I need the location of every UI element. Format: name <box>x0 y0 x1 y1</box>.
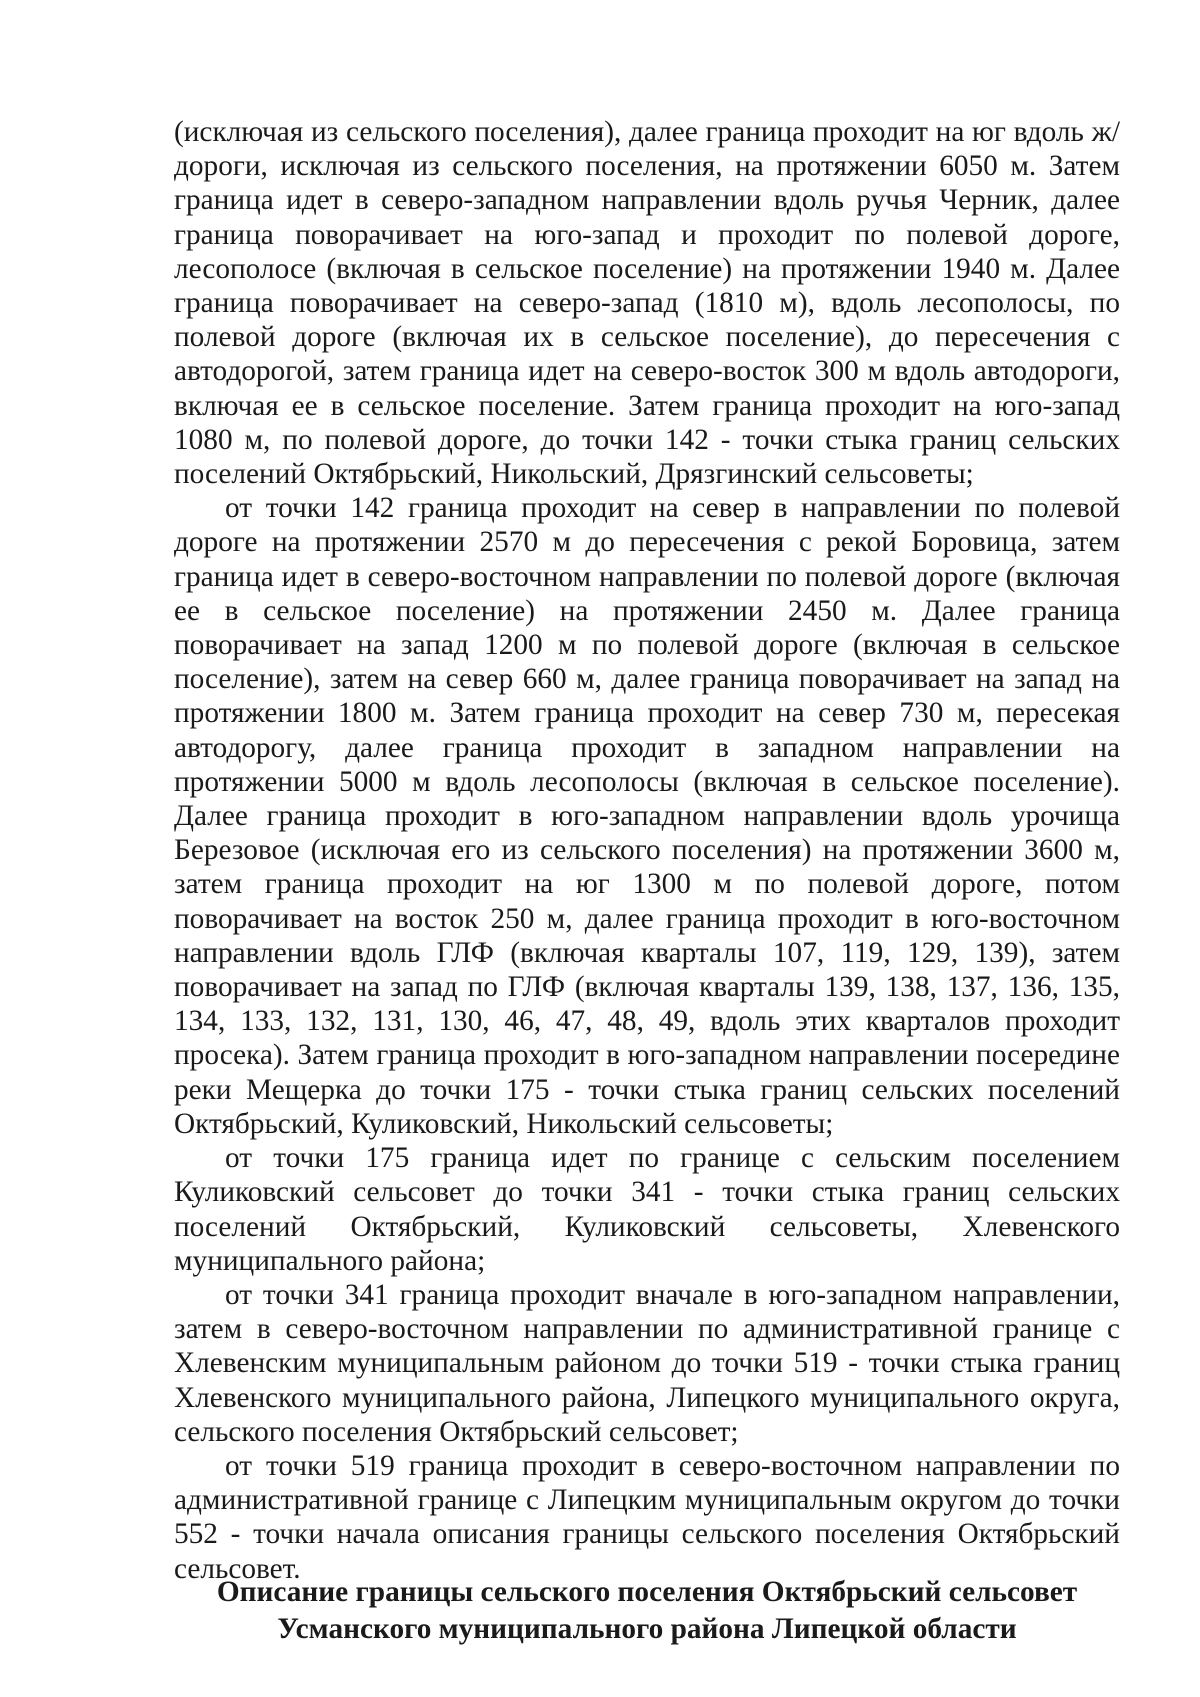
document-body <box>174 115 1120 1586</box>
paragraph-point-519: от точки 519 граница проходит в северо-восточном направлении по административной границе с Липецким муниципальным округом до точки 552 - точки начала описания границы сельского поселения Октябрьский сельсовет. <box>174 1449 1120 1585</box>
section-heading-line-2: Усманского муниципального района Липецкой области <box>277 1613 1017 1645</box>
paragraph-point-341: от точки 341 граница проходит вначале в юго-западном направлении, затем в северо-восточном направлении по административной границе с Хлевенским муниципальным районом до точки 519 - точки стыка границ Хлевенского муниципального района, Липецкого муниципального округа, сельского поселения Октябрьский сельсовет; <box>174 1278 1120 1448</box>
section-heading-line-1: Описание границы сельского поселения Октябрьский сельсовет <box>216 1576 1078 1608</box>
section-heading <box>174 1574 1120 1648</box>
paragraph-continuation: (исключая из сельского поселения), далее граница проходит на юг вдоль ж/дороги, исключая из сельского поселения, на протяжении 6050 м. Затем граница идет в северо-западном направлении вдоль ручья Черник, далее граница поворачивает на юго-запад и проходит по полевой дороге, лесополосе (включая в сельское поселение) на протяжении 1940 м. Далее граница поворачивает на северо-запад (1810 м), вдоль лесополосы, по полевой дороге (включая их в сельское поселение), до пересечения с автодорогой, затем граница идет на северо-восток 300 м вдоль автодороги, включая ее в сельское поселение. Затем граница проходит на юго-запад 1080 м, по полевой дороге, до точки 142 - точки стыка границ сельских поселений Октябрьский, Никольский, Дрязгинский сельсоветы; <box>174 116 1120 491</box>
paragraph-point-175: от точки 175 граница идет по границе с сельским поселением Куликовский сельсовет до точки 341 - точки стыка границ сельских поселений Октябрьский, Куликовский сельсоветы, Хлевенского муниципального района; <box>174 1142 1120 1277</box>
paragraph-point-142: от точки 142 граница проходит на север в направлении по полевой дороге на протяжении 2570 м до пересечения с рекой Боровица, затем граница идет в северо-восточном направлении по полевой дороге (включая ее в сельское поселение) на протяжении 2450 м. Далее граница поворачивает на запад 1200 м по полевой дороге (включая в сельское поселение), затем на север 660 м, далее граница поворачивает на запад на протяжении 1800 м. Затем граница проходит на север 730 м, пересекая автодорогу, далее граница проходит в западном направлении на протяжении 5000 м вдоль лесополосы (включая в сельское поселение). Далее граница проходит в юго-западном направлении вдоль урочища Березовое (исключая его из сельского поселения) на протяжении 3600 м, затем граница проходит на юг 1300 м по полевой дороге, потом поворачивает на восток 250 м, далее граница проходит в юго-восточном направлении вдоль ГЛФ (включая кварталы 107, 119, 129, 139), затем поворачивает на запад по ГЛФ (включая кварталы 139, 138, 137, 136, 135, 134, 133, 132, 131, 130, 46, 47, 48, 49, вдоль этих кварталов проходит просека). Затем граница проходит в юго-западном направлении посередине реки Мещерка до точки 175 - точки стыка границ сельских поселений Октябрьский, Куликовский, Никольский сельсоветы; <box>174 492 1120 1140</box>
